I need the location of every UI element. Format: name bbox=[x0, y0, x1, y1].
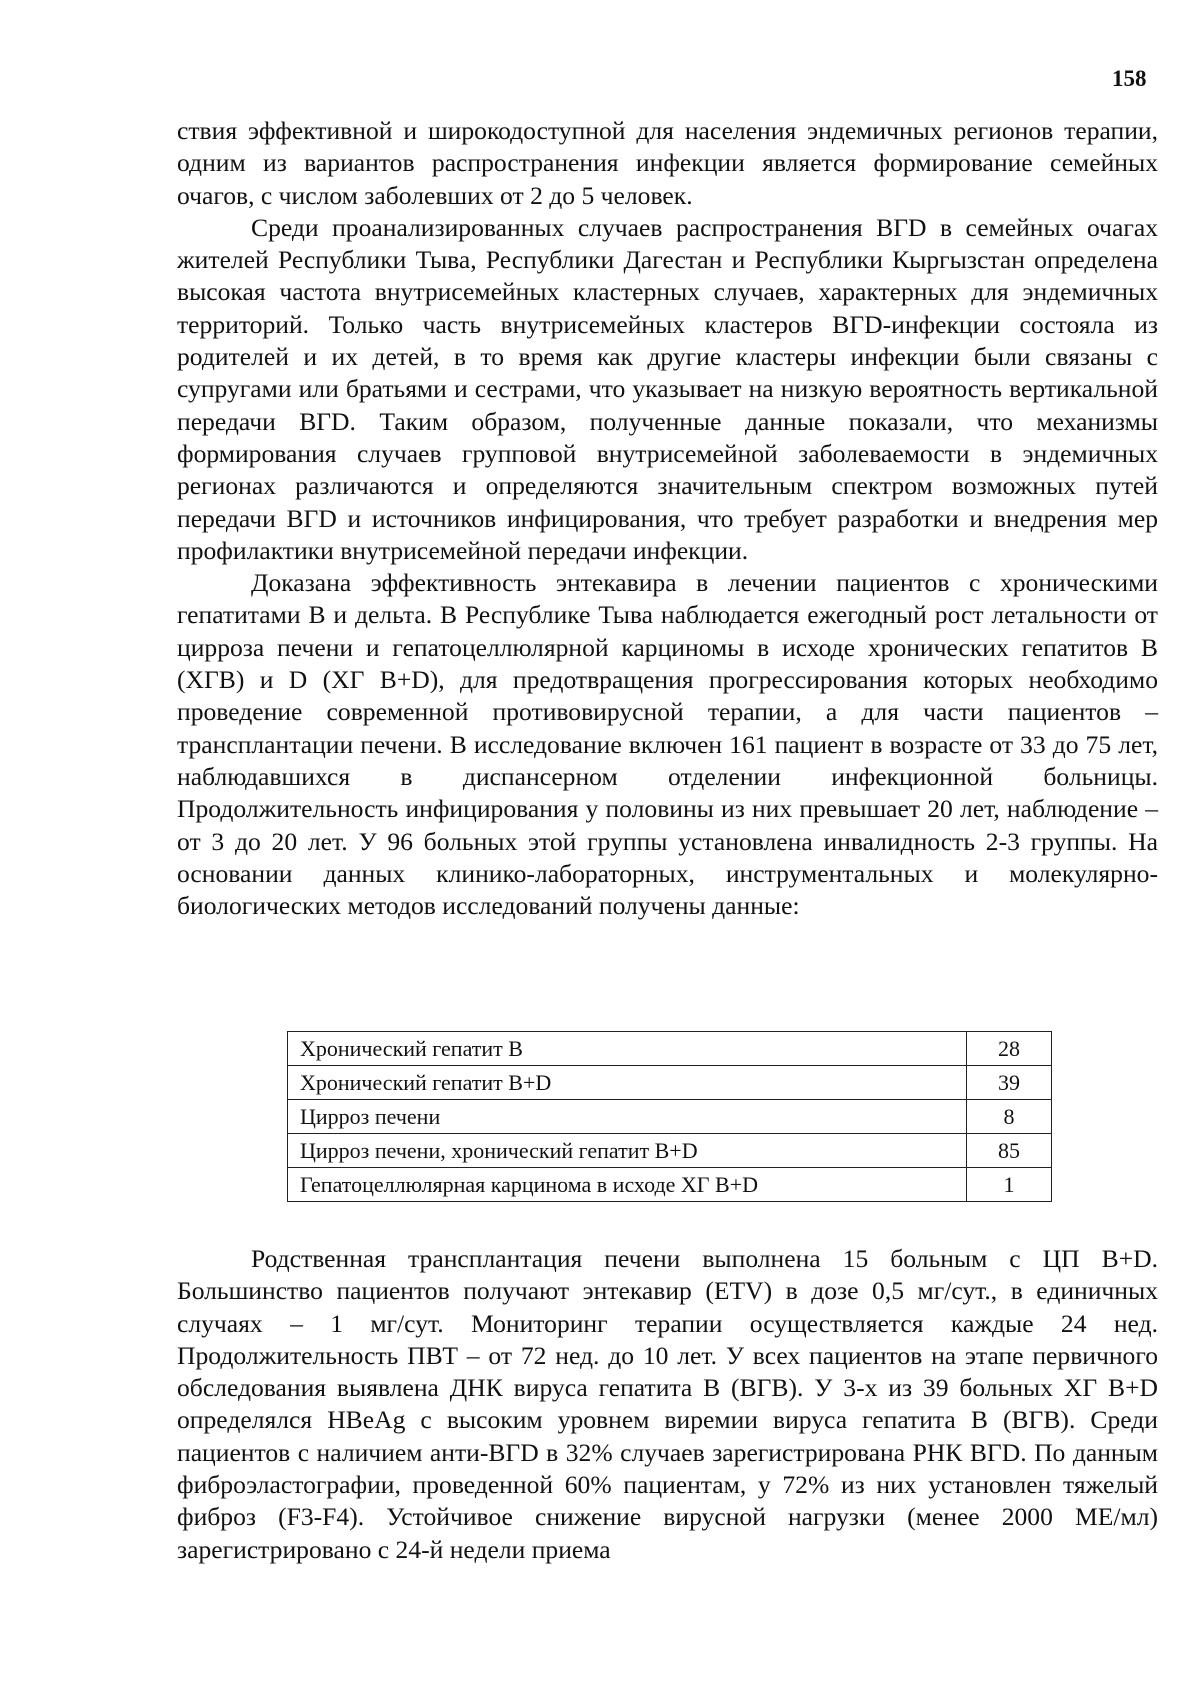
table-row bbox=[288, 1100, 1052, 1134]
row-value: 8 bbox=[967, 1100, 1052, 1134]
row-label: Хронический гепатит В+D bbox=[288, 1066, 967, 1100]
table-row bbox=[288, 1134, 1052, 1168]
row-value: 1 bbox=[967, 1168, 1052, 1202]
body-text-bottom bbox=[177, 1243, 1158, 1566]
paragraph-1: ствия эффективной и широкодоступной для населения эндемичных регионов терапии, одним из вариантов распространения инфекции является формирование семейных очагов, с числом заболевших от 2 до 5 человек. bbox=[177, 116, 1158, 210]
paragraph-2: Среди проанализированных случаев распространения ВГD в семейных очагах жителей Республики Тыва, Республики Дагестан и Республики Кыргызстан определена высокая частота внутрисемейных кластерных случаев, характерных для эндемичных территорий. Только часть внутрисемейных кластеров ВГD-инфекции состояла из родителей и их детей, в то время как другие кластеры инфекции были связаны с супругами или братьями и сестрами, что указывает на низкую вероятность вертикальной передачи ВГD. Таким образом, полученные данные показали, что механизмы формирования случаев групповой внутрисемейной заболеваемости в эндемичных регионах различаются и определяются значительным спектром возможных путей передачи ВГD и источников инфицирования, что требует разработки и внедрения мер профилактики внутрисемейной передачи инфекции. bbox=[177, 212, 1158, 565]
row-label: Хронический гепатит В bbox=[288, 1032, 967, 1066]
table-row bbox=[288, 1032, 1052, 1066]
paragraph-3: Доказана эффективность энтекавира в лечении пациентов с хроническими гепатитами В и дельта. В Республике Тыва наблюдается ежегодный рост летальности от цирроза печени и гепатоцеллюлярной карциномы в исходе хронических гепатитов В (ХГВ) и D (ХГ В+D), для предотвращения прогрессирования которых необходимо проведение современной противовирусной терапии, а для части пациентов – трансплантации печени. В исследование включен 161 пациент в возрасте от 33 до 75 лет, наблюдавшихся в диспансерном отделении инфекционной больницы. Продолжительность инфицирования у половины из них превышает 20 лет, наблюдение – от 3 до 20 лет. У 96 больных этой группы установлена инвалидность 2-3 группы. На основании данных клинико-лабораторных, инструментальных и молекулярно-биологических методов исследований получены данные: bbox=[177, 568, 1158, 921]
page-number: 158 bbox=[1112, 66, 1147, 91]
row-label: Гепатоцеллюлярная карцинома в исходе ХГ В+D bbox=[288, 1168, 967, 1202]
row-value: 28 bbox=[967, 1032, 1052, 1066]
table-row bbox=[288, 1168, 1052, 1202]
row-label: Цирроз печени, хронический гепатит В+D bbox=[288, 1134, 967, 1168]
row-label: Цирроз печени bbox=[288, 1100, 967, 1134]
body-text-top bbox=[177, 115, 1158, 922]
paragraph-4: Родственная трансплантация печени выполнена 15 больным с ЦП В+D. Большинство пациентов получают энтекавир (ETV) в дозе 0,5 мг/сут., в единичных случаях – 1 мг/сут. Мониторинг терапии осуществляется каждые 24 нед. Продолжительность ПВТ – от 72 нед. до 10 лет. У всех пациентов на этапе первичного обследования выявлена ДНК вируса гепатита В (ВГВ). У 3-х из 39 больных ХГ В+D определялся HBeAg с высоким уровнем виремии вируса гепатита В (ВГВ). Среди пациентов с наличием анти-ВГD в 32% случаев зарегистрирована РНК ВГD. По данным фиброэластографии, проведенной 60% пациентам, у 72% из них установлен тяжелый фиброз (F3-F4). Устойчивое снижение вирусной нагрузки (менее 2000 МЕ/мл) зарегистрировано с 24-й недели приема bbox=[177, 1244, 1158, 1564]
diagnosis-table bbox=[287, 1031, 1052, 1202]
table-row bbox=[288, 1066, 1052, 1100]
row-value: 39 bbox=[967, 1066, 1052, 1100]
row-value: 85 bbox=[967, 1134, 1052, 1168]
